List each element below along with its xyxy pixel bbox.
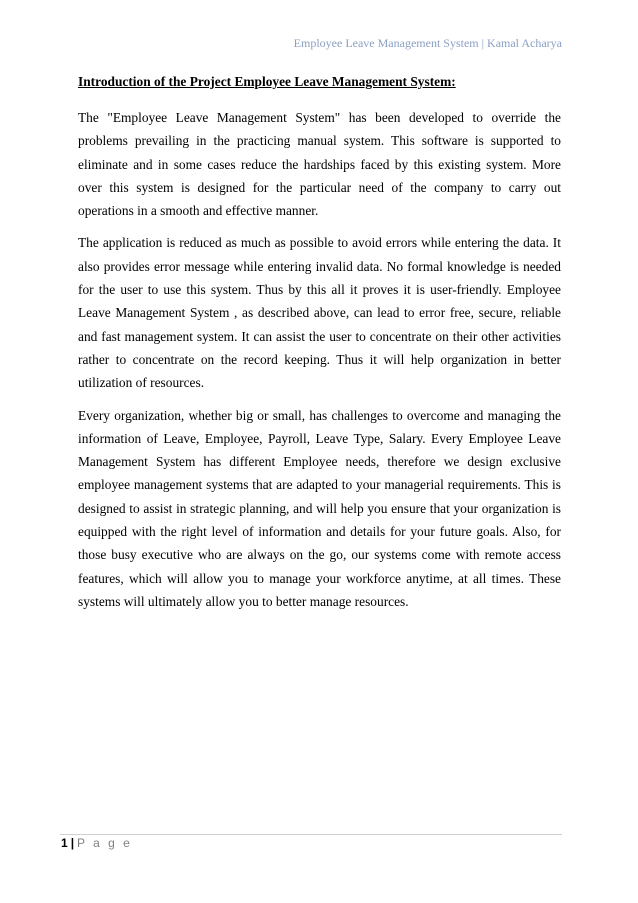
header-author: Kamal Acharya: [487, 36, 562, 50]
header-project-title: Employee Leave Management System: [293, 36, 479, 50]
section-heading: Introduction of the Project Employee Leave Management System:: [78, 74, 456, 89]
page-footer: [61, 836, 132, 850]
footer-separator: |: [70, 836, 75, 850]
paragraph-application: The application is reduced as much as possible to avoid errors while entering the data. It also provides error message while entering invalid data. No formal knowledge is needed for the user to use this system. Thus by this all it proves it is user-friendly. Employee Leave Management System , as described above, can lead to error free, secure, reliable and fast management system. It can assist the user to concentrate on their other activities rather to concentrate on the record keeping. Thus it will help organization in better utilization of resources.: [78, 235, 561, 391]
paragraph-overview: The "Employee Leave Management System" has been developed to override the problems prevailing in the practicing manual system. This software is supported to eliminate and in some cases reduce the hardships faced by this existing system. More over this system is designed for the particular need of the company to carry out operations in a smooth and effective manner.: [78, 110, 561, 219]
paragraph-organization: Every organization, whether big or small, has challenges to overcome and managing the information of Leave, Employee, Payroll, Leave Type, Salary. Every Employee Leave Management System has different Employee needs, therefore we design exclusive employee management systems that are adapted to your managerial requirements. This is designed to assist in strategic planning, and will help you ensure that your organization is equipped with the right level of information and details for your future goals. Also, for those busy executive who are always on the go, our systems come with remote access features, which will allow you to manage your workforce anytime, at all times. These systems will ultimately allow you to better manage resources.: [78, 407, 561, 609]
header-separator: |: [481, 36, 485, 50]
page-body: [78, 74, 561, 622]
running-header: [294, 36, 562, 51]
page-label: P a g e: [77, 836, 133, 850]
footer-divider: [60, 834, 562, 835]
page-number: 1: [61, 836, 68, 850]
